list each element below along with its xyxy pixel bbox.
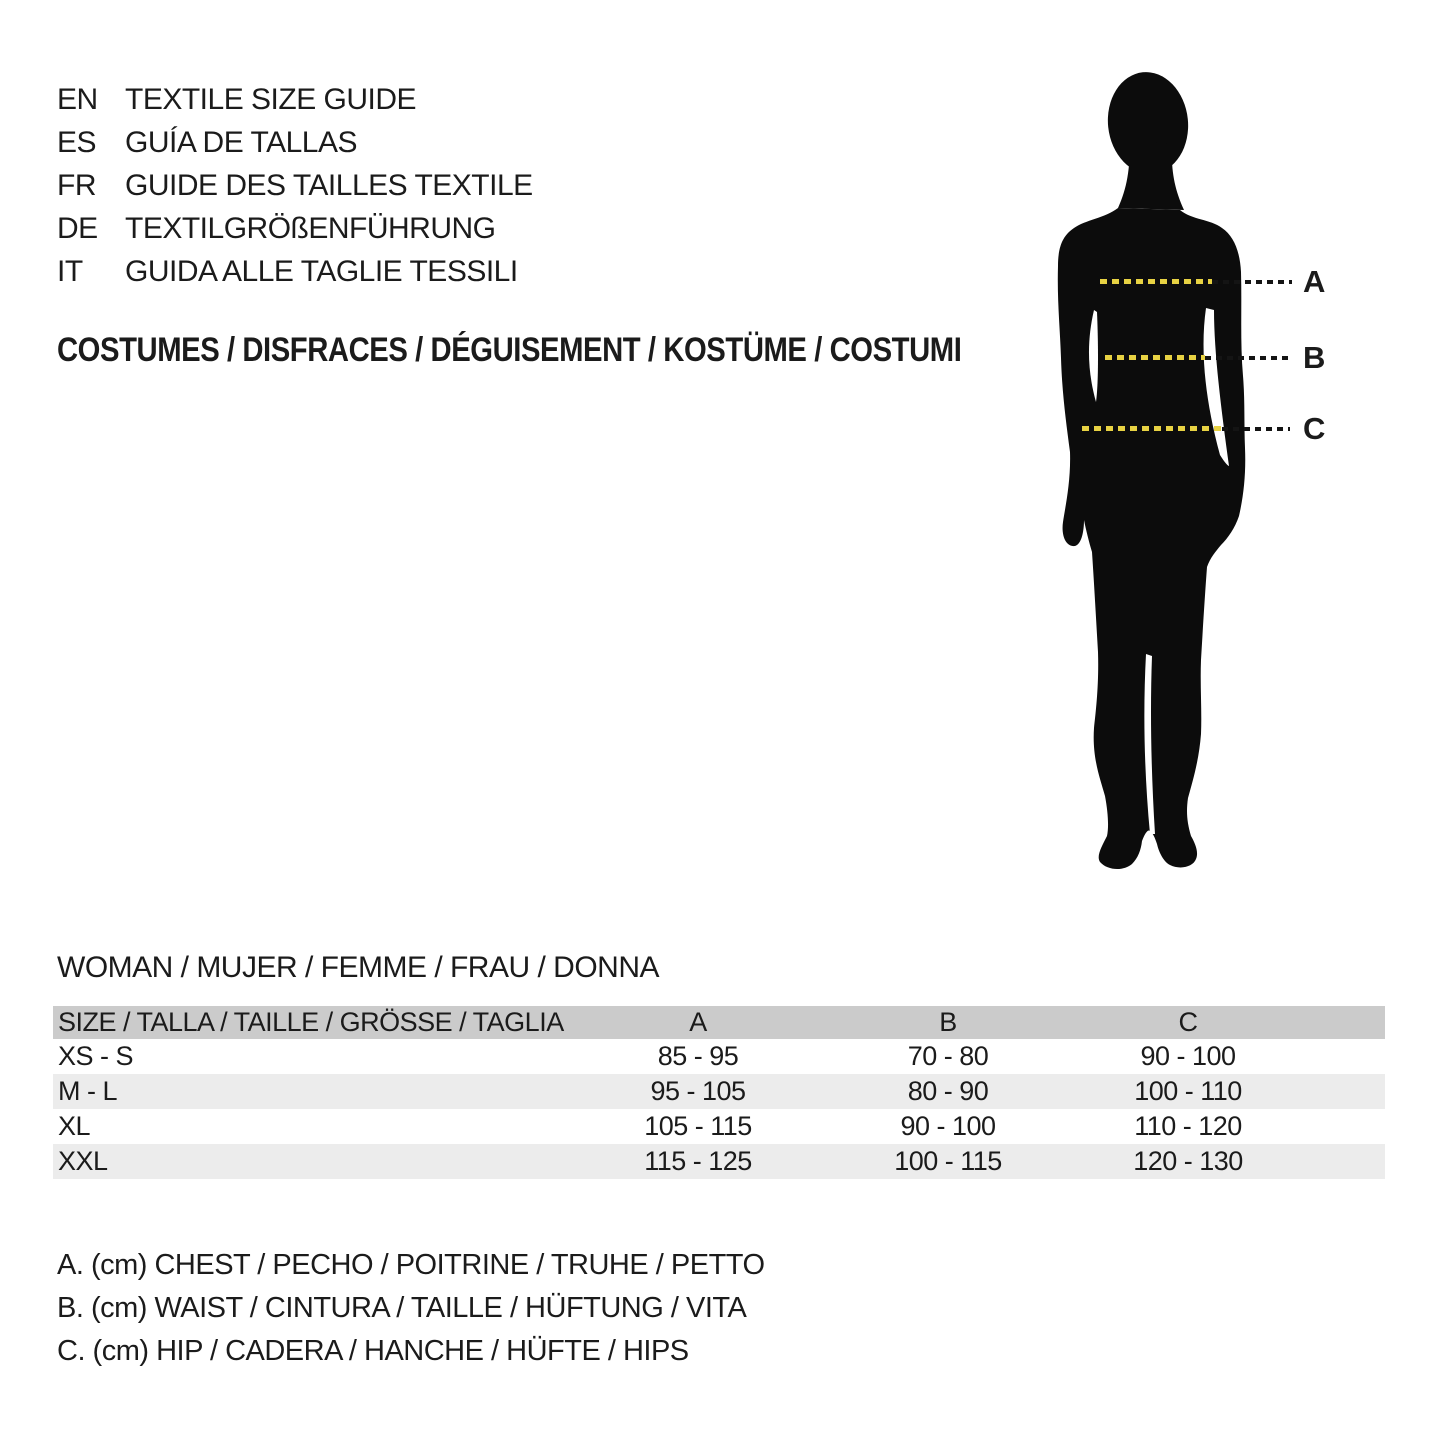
chest-line-on-body [1100,279,1212,284]
language-label: TEXTILGRÖßENFÜHRUNG [125,211,496,245]
cell-a: 105 - 115 [644,1111,752,1141]
measure-label-b: B [1303,340,1326,375]
column-header-a: A [573,1006,823,1039]
cell-empty [1303,1039,1385,1074]
cell-empty [1303,1074,1385,1109]
cell-a: 95 - 105 [650,1076,746,1106]
language-label: GUIDE DES TAILLES TEXTILE [125,168,533,202]
cell-c: 100 - 110 [1134,1076,1242,1106]
table-row [53,1109,1385,1144]
table-row [53,1074,1385,1109]
language-list [57,78,533,293]
column-header-c: C [1073,1006,1303,1039]
cell-b: 100 - 115 [894,1146,1002,1176]
measurement-legend [57,1244,765,1373]
cell-c: 110 - 120 [1134,1111,1242,1141]
legend-waist: B. (cm) WAIST / CINTURA / TAILLE / HÜFTUNG / VITA [57,1292,747,1324]
column-header-size: SIZE / TALLA / TAILLE / GRÖSSE / TAGLIA [53,1006,573,1039]
language-code: ES [57,125,97,159]
language-row-de [57,207,533,250]
hip-line-on-body [1082,426,1222,431]
measurement-diagram [1000,60,1445,890]
language-label: TEXTILE SIZE GUIDE [125,82,417,116]
hip-line-leader [1222,427,1290,431]
category-title: COSTUMES / DISFRACES / DÉGUISEMENT / KOSTÜME / COSTUMI [57,331,962,369]
measure-label-a: A [1303,264,1326,299]
language-code: DE [57,211,98,245]
language-row-en [57,78,533,121]
language-code: FR [57,168,96,202]
table-header-row [53,1006,1385,1039]
column-header-b: B [823,1006,1073,1039]
cell-size: XXL [58,1146,108,1176]
legend-chest: A. (cm) CHEST / PECHO / POITRINE / TRUHE / PETTO [57,1249,765,1281]
language-row-it [57,250,533,293]
column-header-empty [1303,1006,1385,1039]
cell-b: 90 - 100 [900,1111,996,1141]
woman-silhouette [1030,70,1270,875]
cell-b: 80 - 90 [907,1076,989,1106]
cell-a: 115 - 125 [644,1146,752,1176]
language-code: EN [57,82,98,116]
language-label: GUIDA ALLE TAGLIE TESSILI [125,254,518,288]
waist-line-leader [1205,356,1290,360]
waist-line-on-body [1105,355,1205,360]
language-row-fr [57,164,533,207]
cell-empty [1303,1144,1385,1179]
legend-hip: C. (cm) HIP / CADERA / HANCHE / HÜFTE / HIPS [57,1335,689,1367]
cell-a: 85 - 95 [657,1041,739,1071]
cell-c: 120 - 130 [1133,1146,1243,1176]
table-row [53,1144,1385,1179]
cell-size: XS - S [58,1041,134,1071]
cell-b: 70 - 80 [907,1041,989,1071]
measure-label-c: C [1303,411,1326,446]
size-table [53,1006,1385,1179]
cell-c: 90 - 100 [1140,1041,1236,1071]
cell-empty [1303,1109,1385,1144]
language-row-es [57,121,533,164]
group-title-woman: WOMAN / MUJER / FEMME / FRAU / DONNA [57,951,659,984]
cell-size: XL [58,1111,91,1141]
chest-line-leader [1212,280,1292,284]
cell-size: M - L [58,1076,118,1106]
language-label: GUÍA DE TALLAS [125,125,357,159]
table-row [53,1039,1385,1074]
language-code: IT [57,254,83,288]
